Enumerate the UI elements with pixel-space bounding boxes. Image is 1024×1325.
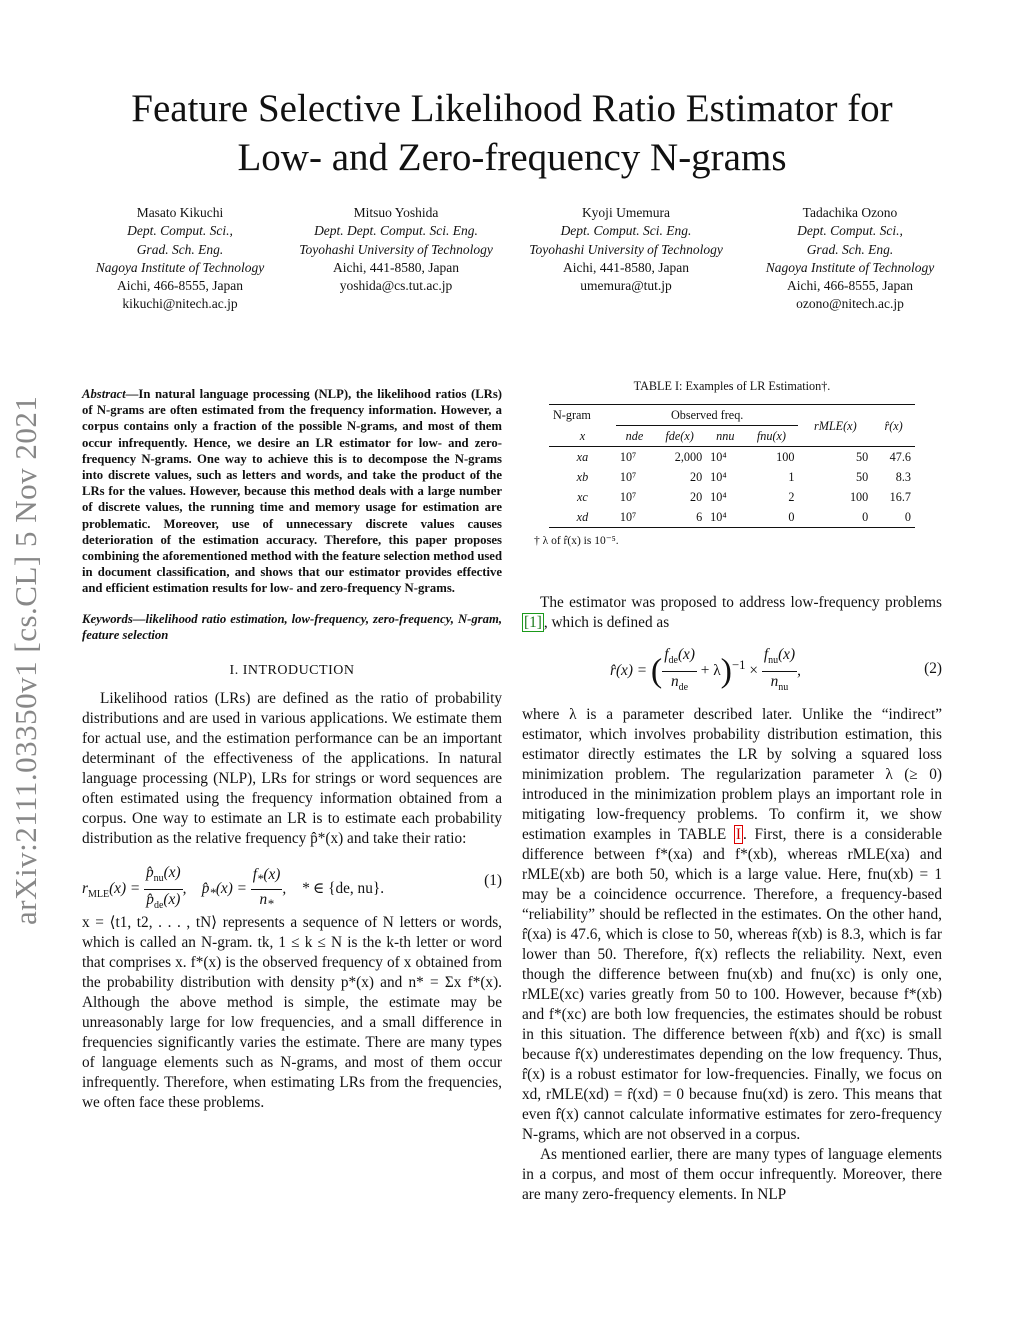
- table-ref-link[interactable]: I: [735, 826, 742, 843]
- lr-table: [549, 404, 915, 528]
- table-cell: 10⁷: [619, 450, 637, 464]
- equation-2: r̂(x) = ( $\frac{f_{de}(x)}{n_{de}}$ + λ)$^{-1}$ × $\frac{f_{nu}(x)}{n_{nu}}$ , (2): [610, 646, 942, 694]
- table-cell: 1: [788, 470, 795, 484]
- author-affil-line: Dept. Dept. Comput. Sci. Eng.: [314, 223, 478, 239]
- author-email: yoshida@cs.tut.ac.jp: [339, 278, 453, 294]
- table-header: fde(x): [665, 429, 694, 443]
- table-cell: 10⁷: [619, 470, 637, 484]
- author-address: Aichi, 466-8555, Japan: [117, 278, 243, 294]
- equation-number: (1): [484, 872, 502, 890]
- table-row: [549, 507, 915, 528]
- table-cell: 10⁴: [710, 490, 727, 504]
- table-cell: 10⁴: [710, 450, 727, 464]
- author-address: Aichi, 441-8580, Japan: [333, 259, 459, 275]
- table-cell: xd: [576, 510, 589, 524]
- table-cell: 2,000: [674, 450, 703, 464]
- title-line-1: Feature Selective Likelihood Ratio Estimator for: [131, 87, 893, 130]
- table-cell: 10⁴: [710, 470, 727, 484]
- table-cell: 20: [689, 490, 703, 504]
- table-header: nde: [625, 429, 644, 443]
- equation-number: (2): [924, 660, 942, 677]
- author-name: Tadachika Ozono: [802, 205, 898, 220]
- arxiv-stamp: arXiv:2111.03350v1 [cs.CL] 5 Nov 2021: [8, 395, 43, 925]
- table-cell: 100: [849, 490, 869, 504]
- author-affil-line: Dept. Comput. Sci.,: [797, 223, 903, 239]
- paragraph: [522, 593, 942, 633]
- table-cell: 47.6: [889, 450, 911, 464]
- table-cell: 8.3: [895, 470, 911, 484]
- table-header: fnu(x): [756, 429, 786, 443]
- table-row: [549, 467, 915, 487]
- table-cell: 6: [696, 510, 703, 524]
- text-run: where λ is a parameter described later. Unlike the “indirect” estimator, which involves probability distribution estimation, this estimator directly estimates the LR by solving a squared loss minimization problem. The regularization parameter λ (≥ 0) introduced in the minimization problem plays an important role in mitigating low-frequency problems. To confirm it, we show estimation examples in TABLE: [522, 706, 942, 843]
- abstract-label: Abstract—: [82, 387, 139, 401]
- keywords: [82, 611, 502, 643]
- table-cell: 10⁷: [619, 510, 637, 524]
- author-affil-line: Nagoya Institute of Technology: [95, 259, 265, 275]
- paper-title: [60, 84, 964, 182]
- table-row: [549, 487, 915, 507]
- table-cell: 0: [904, 510, 911, 524]
- table-cell: xb: [576, 470, 589, 484]
- right-column: [522, 376, 942, 1205]
- paragraph: As mentioned earlier, there are many types of language elements in a corpus, and most of them occur infrequently. Moreover, there are many zero-frequency elements. In NLP: [522, 1146, 942, 1203]
- table-cell: xa: [576, 450, 589, 464]
- paragraph: Likelihood ratios (LRs) are defined as the ratio of probability distributions and are used in various applications. We estimate them for actual use, and the estimation performance can be an important determinant of the effectiveness of the applications. In natural language processing (NLP), LRs for strings or word sequences are often estimated using the frequency information obtained from a corpus. One way to estimate an LR is to estimate each probability distribution as the relative frequency p̂*(x) and take their ratio:: [82, 690, 502, 848]
- table-cell: xc: [577, 490, 588, 504]
- citation-link[interactable]: [1]: [524, 614, 542, 631]
- paragraph: x = ⟨t1, t2, . . . , tN⟩ represents a sequence of N letters or words, which is called an N-gram. tk, 1 ≤ k ≤ N is the k-th letter or word that comprises x. f*(x) is the observed frequency of x obtained from the probability distribution with density p*(x) and n* = Σx f*(x). Although the above method is simple, the estimate may be unreasonably large for low frequencies, and a small difference in frequencies significantly varies the estimate. There are many types of language elements such as N-grams, and most of them occur infrequently. Therefore, when estimating LRs from the frequencies, we often face these problems.: [82, 914, 502, 1112]
- table-cell: 0: [862, 510, 869, 524]
- table-cell: 100: [776, 450, 795, 464]
- table-cell: 20: [689, 470, 703, 484]
- author-1: [60, 204, 300, 314]
- text-run: . First, there is a considerable difference between f*(xa) and f*(xb), whereas rMLE(xa) and rMLE(xb) are both 50, which is a large value. Here, fnu(xb) = 1 may be a coincidence occurrence. Therefore, a frequency-based “reliability” should be reflected in the estimates. On the other hand, r̂(xa) is 47.6, which is close to 50, whereas r̂(xb) is 8.3, which is far lower than 50. Therefore, r̂(x) reflects the reliability. Next, even though the difference between fnu(xb) and fnu(xc) is only one, rMLE(xc) varies greatly from 50 to 100. However, because f*(xb) and f*(xc) are both low frequencies, the estimates should be robust in this situation. The difference between r̂(xb) and r̂(xc) is small because r̂(x) underestimates depending on the low frequency. Thus, r̂(x) is a robust estimator for low-frequencies. Finally, we focus on xd, rMLE(xd) = r̂(xd) = 0 because fnu(xd) is zero. This means that even r̂(x) cannot calculate informative estimates for zero-frequency N-grams, which are not observed in a corpus.: [522, 826, 942, 1143]
- table-cell: 50: [856, 450, 869, 464]
- table-header: r̂(x): [884, 418, 903, 433]
- table-caption: TABLE I: Examples of LR Estimation†.: [633, 379, 831, 393]
- author-affil-line: Dept. Comput. Sci. Eng.: [560, 223, 692, 239]
- author-affil-line: Grad. Sch. Eng.: [806, 241, 894, 257]
- abstract: [82, 386, 502, 597]
- author-name: Masato Kikuchi: [136, 205, 224, 220]
- author-address: Aichi, 441-8580, Japan: [563, 259, 689, 275]
- author-address: Aichi, 466-8555, Japan: [787, 278, 913, 294]
- table-header: N-gram: [553, 408, 591, 423]
- table-cell: 16.7: [889, 490, 911, 504]
- author-email: ozono@nitech.ac.jp: [796, 296, 904, 312]
- table-header: nnu: [716, 429, 735, 443]
- author-affil-line: Dept. Comput. Sci.,: [127, 223, 233, 239]
- table-header: x: [579, 428, 586, 443]
- table-cell: 2: [788, 490, 795, 504]
- left-column: [82, 386, 502, 1113]
- author-affil-line: Grad. Sch. Eng.: [136, 241, 224, 257]
- table-footnote: † λ of r̂(x) is 10⁻⁵.: [534, 535, 619, 547]
- author-affil-line: Toyohashi University of Technology: [299, 241, 493, 257]
- author-name: Kyoji Umemura: [581, 205, 671, 220]
- keywords-label: Keywords—: [82, 611, 146, 626]
- section-heading: I. INTRODUCTION: [229, 663, 355, 679]
- author-affil-line: Toyohashi University of Technology: [529, 241, 723, 257]
- table-cell: 10⁴: [710, 510, 727, 524]
- author-email: kikuchi@nitech.ac.jp: [122, 296, 238, 312]
- author-3: [510, 204, 742, 295]
- text-run: The estimator was proposed to address low-frequency problems: [540, 594, 942, 611]
- author-email: umemura@tut.jp: [580, 278, 672, 294]
- table-cell: 10⁷: [619, 490, 637, 504]
- abstract-text: In natural language processing (NLP), the likelihood ratios (LRs) of N-grams are often estimated from the frequency information. However, a corpus contains only a fraction of the possible N-grams, and most of them occur infrequently. Hence, we desire an LR estimator for low- and zero-frequency N-grams. One way to achieve this is to decompose the N-grams into discrete values, such as letters and words, and take the product of the LRs for the values. However, because this method deals with a large number of discrete values, the running time and memory usage for estimation are problematic. Moreover, use of unnecessary discrete values causes deterioration of the estimation accuracy. Therefore, this paper proposes combining the aforementioned method with the feature selection method used in document classification, and shows that our estimator provides effective and efficient estimation results for low- and zero-frequency N-grams.: [82, 387, 502, 596]
- equation-1: $r_{MLE}(x)$ = $\frac{p̂_{nu}(x)}{p̂_{de}(x)}$ , $p̂_*(x)$ = $\frac{f_*(x)}{n_*}$ , * ∈ {de, nu}. (1): [82, 864, 502, 912]
- author-2: [280, 204, 512, 295]
- author-4: [730, 204, 970, 314]
- author-name: Mitsuo Yoshida: [353, 205, 439, 220]
- author-affil-line: Nagoya Institute of Technology: [765, 259, 935, 275]
- text-run: , which is defined as: [543, 614, 670, 631]
- table-cell: 50: [856, 470, 869, 484]
- title-line-2: Low- and Zero-frequency N-grams: [237, 136, 787, 179]
- table-cell: 0: [788, 510, 795, 524]
- keywords-text: likelihood ratio estimation, low-frequency, zero-frequency, N-gram, feature selection: [82, 611, 502, 642]
- table-row: [549, 447, 915, 468]
- table-header: Observed freq.: [616, 405, 799, 426]
- paragraph: [522, 705, 942, 1145]
- author-block: [60, 204, 964, 324]
- table-header: rMLE(x): [814, 418, 857, 433]
